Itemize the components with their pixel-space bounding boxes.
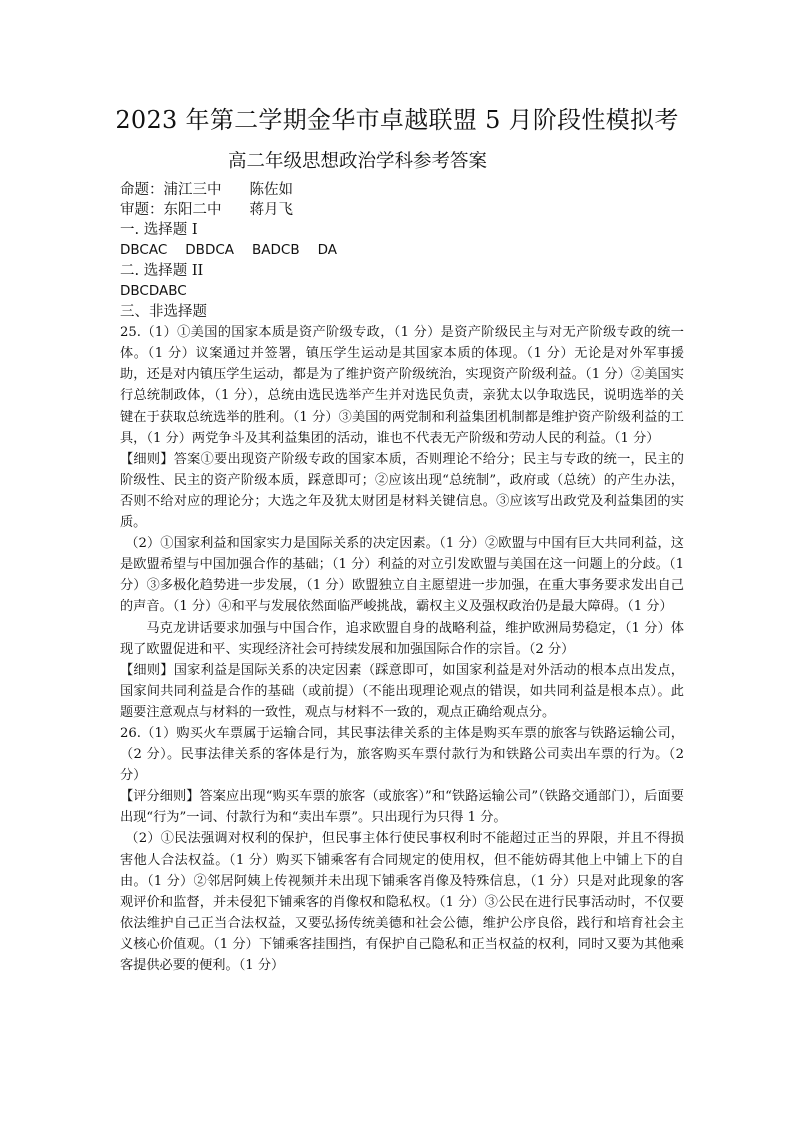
answer-group: DA [317, 242, 337, 258]
reviewer-label: 审题：东阳二中 [120, 202, 222, 218]
q26-part2-answer: （2）①民法强调对权利的保护，但民事主体行使民事权利时不能超过正当的界限，并且不得损害他人合法权益。（1 分）购买下铺乘客有合同规定的使用权，但不能妨碍其他上中铺上下的自由。（1 分）②邻居阿姨上传视频并未出现下铺乘客肖像及特殊信息，（1 分）只是对此现象的客观评价和监督，并未侵犯下铺乘客的肖像权和隐私权。（1 分）③公民在进行民事活动时，不仅要依法维护自己正当合法权益，又要弘扬传统美德和社会公德，维护公序良俗，践行和培育社会主义核心价值观。（1 分）下铺乘客挂围挡，有保护自己隐私和正当权益的权利，同时又要为其他乘客提供必要的便利。（1 分） [120, 831, 684, 973]
q26-part1-rubric: 【评分细则】答案应出现“购买车票的旅客（或旅客）”和“铁路运输公司”（铁路交通部门），后面要出现“行为”一词、付款行为和“卖出车票”。只出现行为只得 1 分。 [120, 789, 684, 826]
q25-part1-answer: 25.（1）①美国的国家本质是资产阶级专政，（1 分）是资产阶级民主与对无产阶级专政的统一体。（1 分）议案通过并签署，镇压学生运动是其国家本质的体现。（1 分）无论是对外军事援助，还是对内镇压学生运动，都是为了维护资产阶级统治，实现资产阶级利益。（1 分）②美国实行总统制政体，（1 分），总统由选民选举产生并对选民负责，亲犹太以争取选民，说明选举的关键在于获取总统选举的胜利。（1 分）③美国的两党制和利益集团机制都是维护资产阶级利益的工具，（1 分）两党争斗及其利益集团的活动，谁也不代表无产阶级和劳动人民的利益。（1 分） [120, 325, 684, 446]
composer-name: 陈佐如 [249, 182, 293, 198]
section3-heading: 三、非选择题 [120, 304, 207, 321]
reviewer-name: 蒋月飞 [249, 202, 293, 218]
q25-part2-answer: （2）①国家利益和国家实力是国际关系的决定因素。（1 分）②欧盟与中国有巨大共同利益，这是欧盟希望与中国加强合作的基础；（1 分）利益的对立引发欧盟与美国在这一问题上的分歧。（1 分）③多极化趋势进一步发展，（1 分）欧盟独立自主愿望进一步加强，在重大事务要求发出自己的声音。（1 分）④和平与发展依然面临严峻挑战，霸权主义及强权政治仍是最大障碍。（1 分） [120, 536, 684, 615]
q26-part1-answer: 26.（1）购买火车票属于运输合同，其民事法律关系的主体是购买车票的旅客与铁路运输公司，（2 分）。民事法律关系的客体是行为，旅客购买车票付款行为和铁路公司卖出车票的行为。（2 分） [120, 725, 684, 784]
reviewer-line [120, 200, 684, 220]
q25-part2-rubric: 【细则】国家利益是国际关系的决定因素（踩意即可，如国家利益是对外活动的根本点出发点，国家间共同利益是合作的基础（或前提）（不能出现理论观点的错误，如共同利益是根本点）。此题要注意观点与材料的一致性，观点与材料不一致的，观点正确给观点分。 [120, 662, 684, 720]
q25-part1-rubric: 【细则】答案①要出现资产阶级专政的国家本质，否则理论不给分；民主与专政的统一，民主的阶级性、民主的资产阶级本质，踩意即可；②应该出现“总统制”，政府或（总统）的产生办法，否则不给对应的理论分；大选之年及犹太财团是材料关键信息。③应该写出政党及利益集团的实质。 [120, 451, 684, 531]
section2-answers: DBCDABC [120, 283, 187, 300]
q25-part2-answer-continued: 马克龙讲话要求加强与中国合作，追求欧盟自身的战略利益，维护欧洲局势稳定，（1 分）体现了欧盟促进和平、实现经济社会可持续发展和加强国际合作的宗旨。（2 分） [120, 620, 684, 657]
section1-answers [120, 240, 684, 261]
document-body [120, 180, 684, 976]
document-subtitle: 高二年级思想政治学科参考答案 [228, 151, 488, 172]
answer-group: DBCAC [120, 242, 168, 258]
section1-heading: 一. 选择题 I [120, 222, 198, 238]
answer-group: BADCB [252, 242, 300, 258]
document-title: 2023 年第二学期金华市卓越联盟 5 月阶段性模拟考 [115, 106, 679, 134]
composer-label: 命题：浦江三中 [120, 182, 222, 198]
section2-heading: 二. 选择题 II [120, 263, 204, 280]
composer-line [120, 180, 684, 200]
answer-group: DBDCA [185, 242, 234, 258]
